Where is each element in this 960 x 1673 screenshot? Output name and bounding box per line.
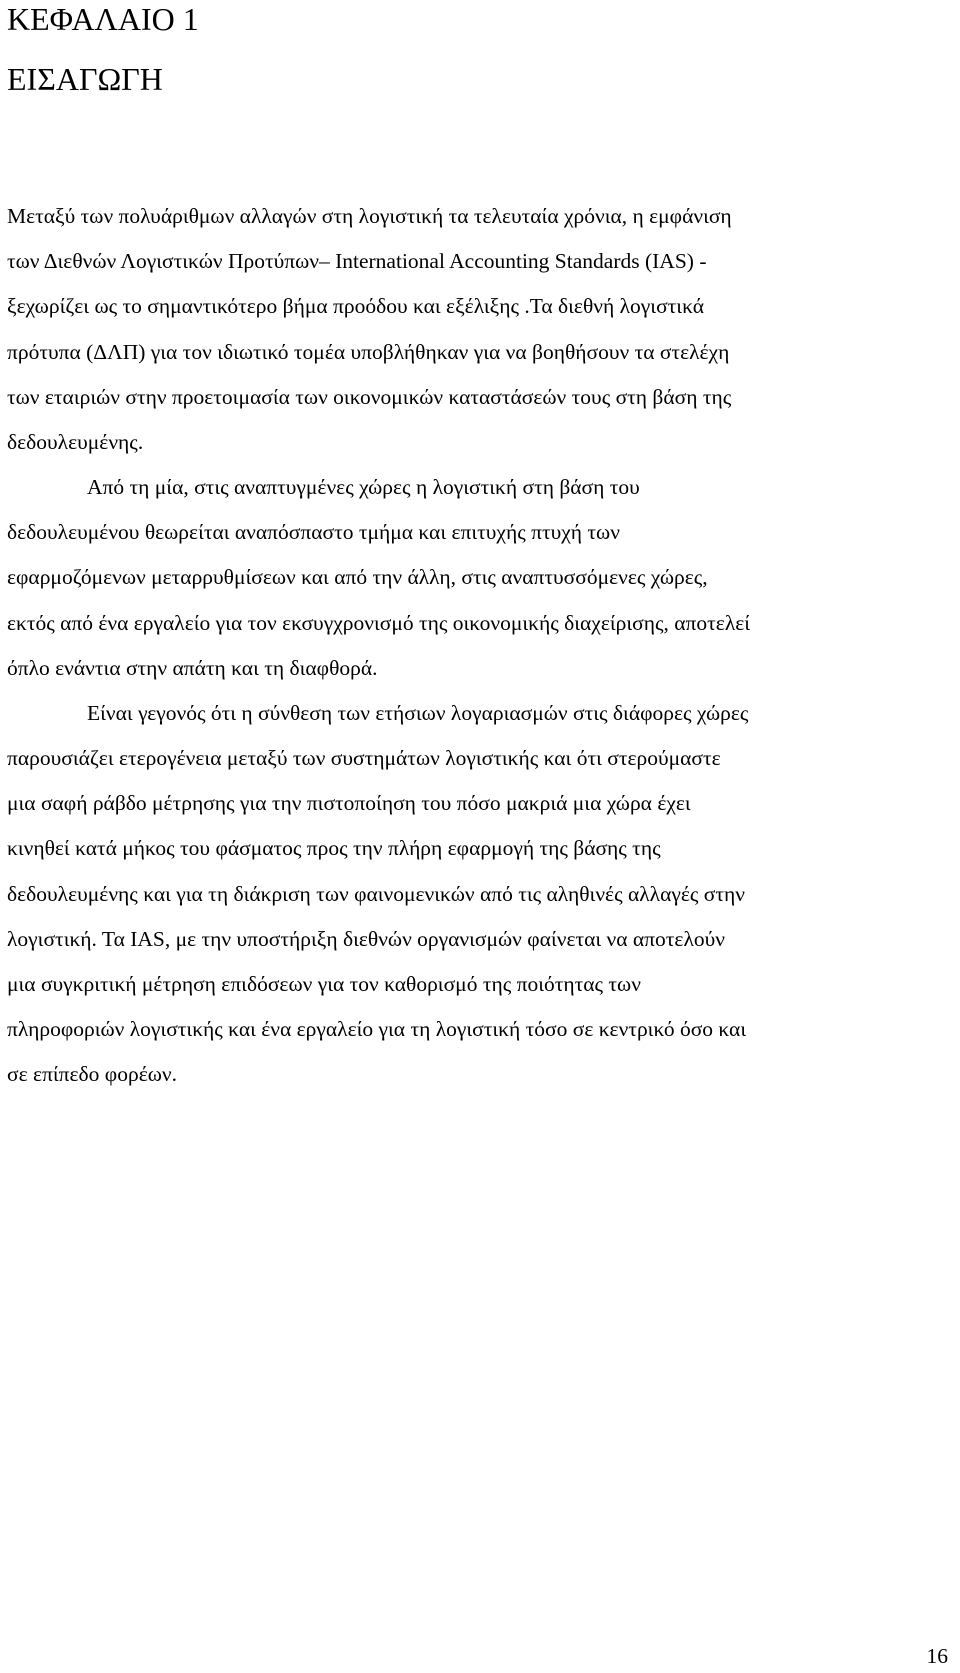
paragraph-3-line: παρουσιάζει ετερογένεια μεταξύ των συστημάτων λογιστικής και ότι στερούμαστε bbox=[7, 746, 721, 770]
paragraph-3-line: δεδουλευμένης και για τη διάκριση των φαινομενικών από τις αληθινές αλλαγές στην bbox=[7, 882, 745, 906]
chapter-title: ΕΙΣΑΓΩΓΗ bbox=[7, 61, 163, 97]
paragraph-1-line: δεδουλευμένης. bbox=[7, 430, 144, 454]
paragraph-1-line: των Διεθνών Λογιστικών Προτύπων– International Accounting Standards (IAS) - bbox=[7, 249, 707, 273]
paragraph-3-line: λογιστική. Τα IAS, με την υποστήριξη διεθνών οργανισμών φαίνεται να αποτελούν bbox=[7, 927, 725, 951]
chapter-label: ΚΕΦΑΛΑΙΟ 1 bbox=[7, 1, 199, 37]
paragraph-2-line: δεδουλευμένου θεωρείται αναπόσπαστο τμήμα και επιτυχής πτυχή των bbox=[7, 520, 620, 544]
paragraph-2-line: εφαρμοζόμενων μεταρρυθμίσεων και από την άλλη, στις αναπτυσσόμενες χώρες, bbox=[7, 565, 708, 589]
paragraph-2-line: εκτός από ένα εργαλείο για τον εκσυγχρονισμό της οικονομικής διαχείρισης, αποτελεί bbox=[7, 611, 751, 635]
paragraph-3-line: Είναι γεγονός ότι η σύνθεση των ετήσιων λογαριασμών στις διάφορες χώρες bbox=[87, 701, 749, 725]
paragraph-3-line: μια σαφή ράβδο μέτρησης για την πιστοποίηση του πόσο μακριά μια χώρα έχει bbox=[7, 791, 691, 815]
paragraph-1-line: ξεχωρίζει ως το σημαντικότερο βήμα προόδου και εξέλιξης .Τα διεθνή λογιστικά bbox=[7, 294, 704, 318]
paragraph-1-line: των εταιριών στην προετοιμασία των οικονομικών καταστάσεών τους στη βάση της bbox=[7, 385, 732, 409]
paragraph-3-line: κινηθεί κατά μήκος του φάσματος προς την πλήρη εφαρμογή της βάσης της bbox=[7, 836, 661, 860]
paragraph-3-line: σε επίπεδο φορέων. bbox=[7, 1062, 177, 1086]
paragraph-2-line: Από τη μία, στις αναπτυγμένες χώρες η λογιστική στη βάση του bbox=[87, 475, 640, 499]
paragraph-1-line: πρότυπα (ΔΛΠ) για τον ιδιωτικό τομέα υποβλήθηκαν για να βοηθήσουν τα στελέχη bbox=[7, 340, 730, 364]
paragraph-3-line: μια συγκριτική μέτρηση επιδόσεων για τον καθορισμό της ποιότητας των bbox=[7, 972, 641, 996]
paragraph-1-line: Μεταξύ των πολυάριθμων αλλαγών στη λογιστική τα τελευταία χρόνια, η εμφάνιση bbox=[7, 204, 732, 228]
page-number: 16 bbox=[926, 1644, 948, 1668]
paragraph-2-line: όπλο ενάντια στην απάτη και τη διαφθορά. bbox=[7, 656, 378, 680]
paragraph-3-line: πληροφοριών λογιστικής και ένα εργαλείο για τη λογιστική τόσο σε κεντρικό όσο και bbox=[7, 1017, 747, 1041]
